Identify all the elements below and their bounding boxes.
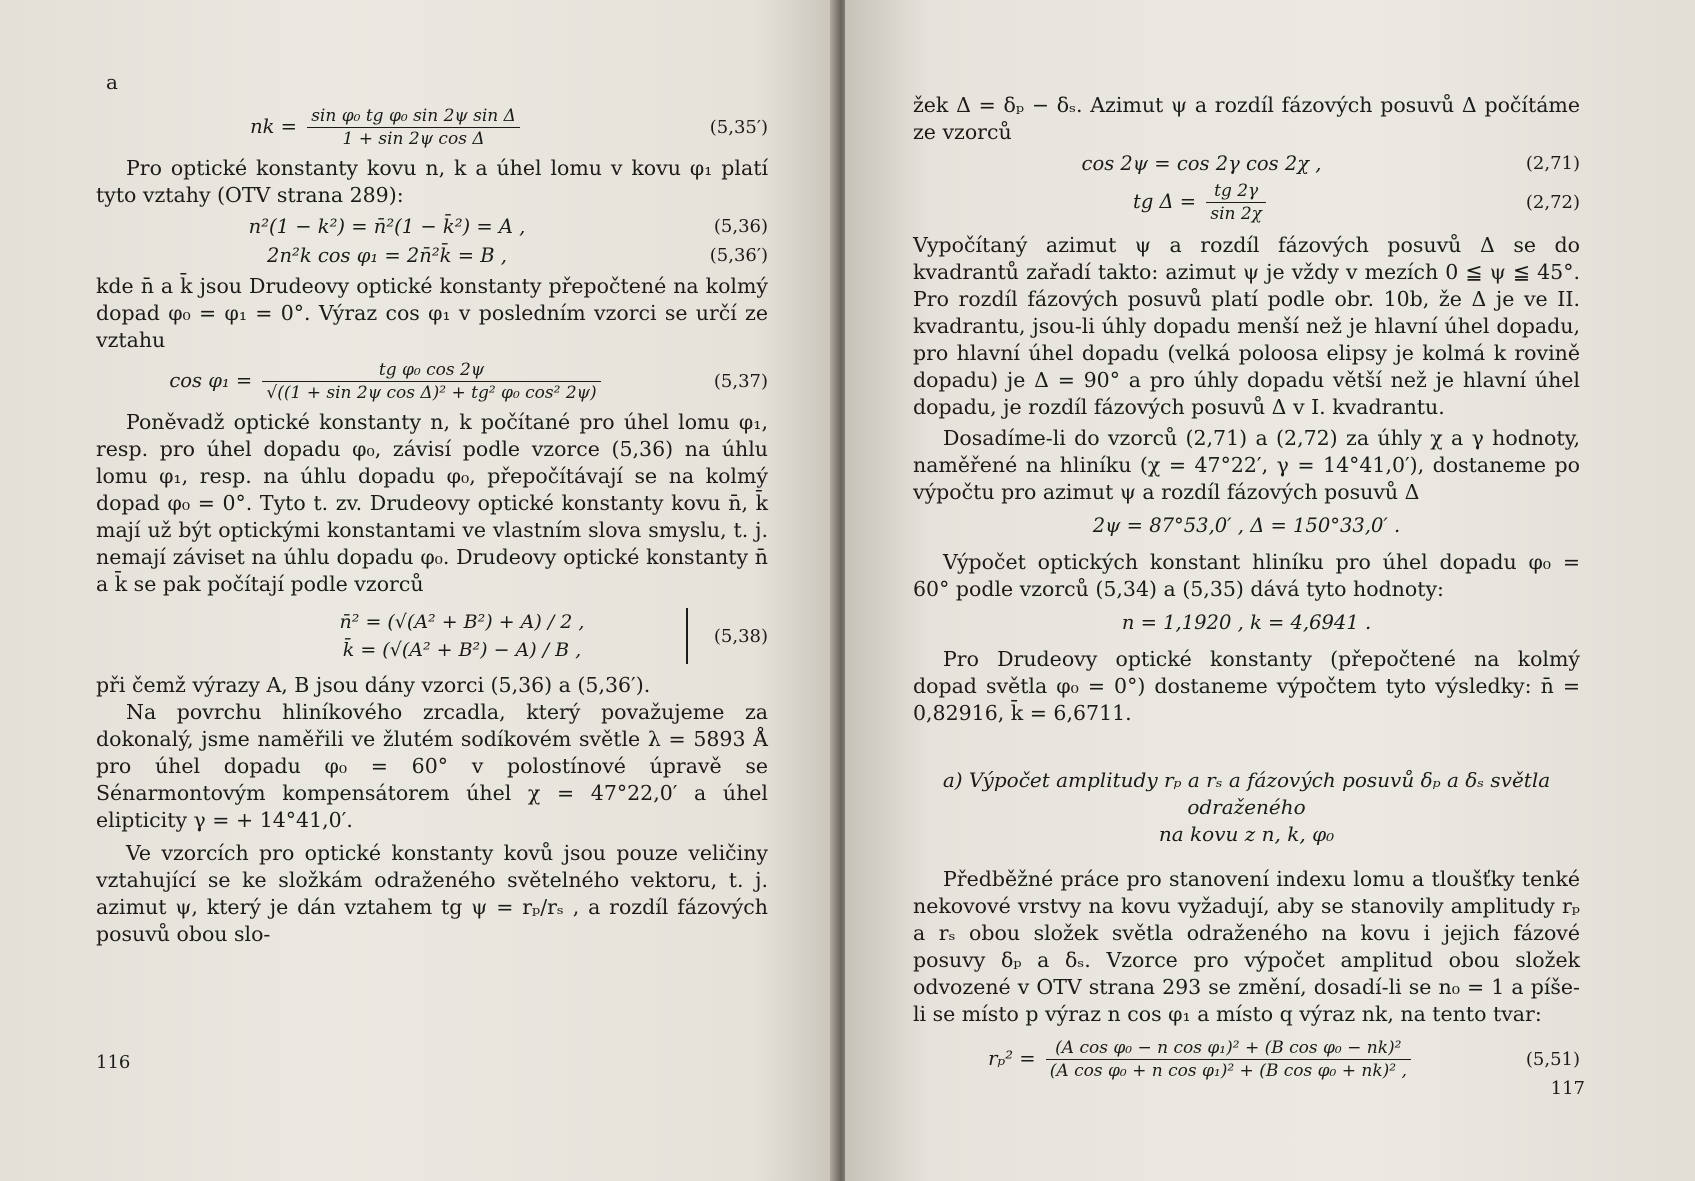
- equation-5-36: [96, 215, 768, 238]
- equation-number: (5,37): [713, 371, 768, 392]
- eq-numerator: tg 2γ: [1206, 181, 1266, 203]
- eq-lhs: cos φ₁ =: [169, 369, 253, 392]
- equation-5-38: [96, 608, 768, 664]
- eq-numerator: tg φ₀ cos 2ψ: [262, 360, 600, 382]
- equation-5-51: [913, 1038, 1580, 1081]
- paragraph: Pro Drudeovy optické konstanty (přepočtené na kolmý dopad světla φ₀ = 0°) dostaneme výpočtem tyto výsledky: n̄ = 0,82916, k̄ = 6,6711.: [913, 647, 1580, 725]
- eq-body: cos 2ψ = cos 2γ cos 2χ ,: [1081, 152, 1322, 175]
- paragraph: Na povrchu hliníkového zrcadla, který považujeme za dokonalý, jsme naměřili ve žlutém sodíkovém světle λ = 5893 Å pro úhel dopadu φ₀ = 60° v polostínové úpravě se Sénarmontovým kompensátorem úhel χ = 47°22,0′ a úhel elipticity γ = + 14°41,0′.: [96, 700, 768, 832]
- paragraph: žek Δ = δₚ − δₛ. Azimut ψ a rozdíl fázových posuvů Δ počítáme ze vzorců: [913, 93, 1580, 144]
- eq-denominator: sin 2χ: [1210, 204, 1262, 224]
- eq-body: n²(1 − k²) = n̄²(1 − k̄²) = A ,: [248, 215, 526, 238]
- right-page: [845, 0, 1695, 1181]
- eq-lhs: tg Δ =: [1133, 190, 1197, 213]
- equation-2-72: [913, 181, 1580, 224]
- equation-number: (5,51): [1525, 1049, 1580, 1070]
- paragraph: kde n̄ a k̄ jsou Drudeovy optické konstanty přepočtené na kolmý dopad φ₀ = φ₁ = 0°. Výraz cos φ₁ v posledním vzorci se určí ze vztahu: [96, 274, 768, 352]
- equation-5-35p: [96, 106, 768, 149]
- eq-numerator: sin φ₀ tg φ₀ sin 2ψ sin Δ: [307, 106, 520, 128]
- equation-5-36p: [96, 244, 768, 267]
- paragraph: Předběžné práce pro stanovení indexu lomu a tloušťky tenké nekovové vrstvy na kovu vyžadují, aby se stanovily amplitudy rₚ a rₛ obou složek světla odraženého na kovu i jejich fázové posuvy δₚ a δₛ. Vzorce pro výpočet amplitud obou složek odvozené v OTV strana 293 se změní, dosadí-li se n₀ = 1 a píše-li se místo p výraz n cos φ₁ a místo q výraz nk, na tento tvar:: [913, 867, 1580, 1026]
- equation-5-37: [96, 360, 768, 403]
- intro-letter: a: [106, 70, 118, 94]
- page-number: 116: [96, 1052, 131, 1073]
- eq-lhs: rₚ² =: [988, 1047, 1036, 1070]
- eq-denominator: (A cos φ₀ + n cos φ₁)² + (B cos φ₀ + nk)² ,: [1049, 1061, 1407, 1081]
- equation-2-71: [913, 152, 1580, 175]
- eq-lhs: nk =: [250, 115, 297, 138]
- section-title: [913, 767, 1580, 848]
- equation-number: (5,36′): [709, 245, 768, 266]
- section-title-line: a) Výpočet amplitudy rₚ a rₛ a fázových posuvů δₚ a δₛ světla odraženého: [942, 768, 1551, 819]
- eq-numerator: (A cos φ₀ − n cos φ₁)² + (B cos φ₀ − nk)²: [1046, 1038, 1411, 1060]
- paragraph: Výpočet optických konstant hliníku pro úhel dopadu φ₀ = 60° podle vzorců (5,34) a (5,35) dává tyto hodnoty:: [913, 550, 1580, 601]
- equation-number: (2,71): [1525, 153, 1580, 174]
- eq-body: 2n²k cos φ₁ = 2n̄²k̄ = B ,: [267, 244, 507, 267]
- left-page: [0, 0, 838, 1181]
- eq-denominator: √((1 + sin 2ψ cos Δ)² + tg² φ₀ cos² 2ψ): [266, 383, 597, 403]
- equation-number: (5,35′): [709, 117, 768, 138]
- equation-number: (5,36): [713, 216, 768, 237]
- eq-denominator: 1 + sin 2ψ cos Δ: [342, 129, 485, 149]
- equation-number: (2,72): [1525, 192, 1580, 213]
- paragraph: Dosadíme-li do vzorců (2,71) a (2,72) za úhly χ a γ hodnoty, naměřené na hliníku (χ = 47°22′, γ = 14°41,0′), dostaneme po výpočtu pro azimut ψ a rozdíl fázových posuvů Δ: [913, 426, 1580, 504]
- paragraph: Vypočítaný azimut ψ a rozdíl fázových posuvů Δ se do kvadrantů zařadí takto: azimut ψ je vždy v mezích 0 ≦ ψ ≦ 45°. Pro rozdíl fázových posuvů platí podle obr. 10b, že Δ je ve II. kvadrantu, jsou-li úhly dopadu menší než je hlavní úhel dopadu, pro hlavní úhel dopadu (velká poloosa elipsy je kolmá k rovině dopadu) je Δ = 90° a pro úhly dopadu větší než je hlavní úhel dopadu, je rozdíl fázových posuvů Δ v I. kvadrantu.: [913, 233, 1580, 419]
- paragraph: Ve vzorcích pro optické konstanty kovů jsou pouze veličiny vztahující se ke složkám odraženého světelného vektoru, t. j. azimut ψ, který je dán vztahem tg ψ = rₚ/rₛ , a rozdíl fázových posuvů obou slo-: [96, 841, 768, 946]
- eq-row: n̄² = (√(A² + B²) + A) / 2 ,: [339, 611, 585, 633]
- paragraph: Pro optické konstanty kovu n, k a úhel lomu v kovu φ₁ platí tyto vztahy (OTV strana 289):: [96, 156, 768, 207]
- result-line: 2ψ = 87°53,0′ , Δ = 150°33,0′ .: [1092, 514, 1401, 537]
- section-title-line: na kovu z n, k, φ₀: [1158, 822, 1335, 846]
- page-number: 117: [1550, 1078, 1585, 1099]
- result-line: n = 1,1920 , k = 4,6941 .: [1121, 611, 1372, 634]
- eq-row: k̄ = (√(A² + B²) − A) / B ,: [342, 639, 582, 661]
- paragraph: Poněvadž optické konstanty n, k počítané pro úhel lomu φ₁, resp. pro úhel dopadu φ₀, závisí podle vzorce (5,36) na úhlu lomu φ₁, resp. na úhlu dopadu φ₀, přepočítávají se na kolmý dopad φ₀ = 0°. Tyto t. zv. Drudeovy optické konstanty kovu n̄, k̄ mají už být optickými konstantami ve vlastním slova smyslu, t. j. nemají záviset na úhlu dopadu φ₀. Drudeovy optické konstanty n̄ a k̄ se pak počítají podle vzorců: [96, 410, 768, 596]
- equation-number: (5,38): [713, 625, 768, 647]
- paragraph: při čemž výrazy A, B jsou dány vzorci (5,36) a (5,36′).: [96, 673, 651, 697]
